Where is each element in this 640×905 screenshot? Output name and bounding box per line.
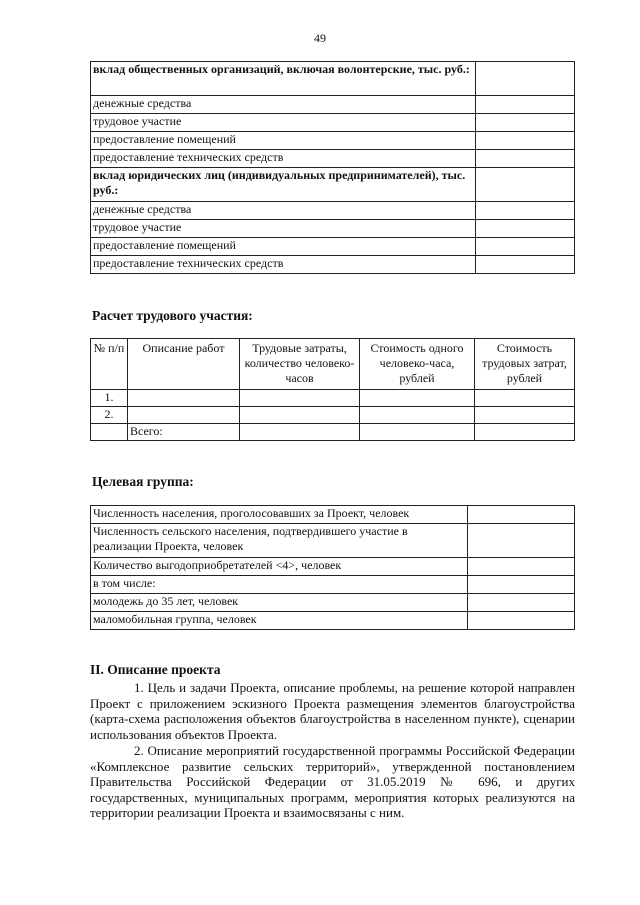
row-label: маломобильная группа, человек	[91, 612, 468, 630]
table-row	[91, 132, 575, 150]
value-cell[interactable]	[468, 612, 575, 630]
row-label: предоставление технических средств	[91, 256, 476, 274]
col-header-total-cost: Стоимость трудовых затрат, рублей	[475, 339, 575, 390]
paragraph-goals: 1. Цель и задачи Проекта, описание проблемы, на решение которой направлен Проект с приложением эскизного Проекта размещения элементов благоустройства (карта-схема расположения объектов благоустройства в населенном пункте), сценарии использования объектов Проекта.	[90, 680, 575, 742]
value-cell[interactable]	[468, 576, 575, 594]
value-cell[interactable]	[476, 114, 575, 132]
table-row	[91, 524, 575, 558]
value-cell[interactable]	[476, 220, 575, 238]
table-row	[91, 256, 575, 274]
col-header-hours: Трудовые затраты, количество человеко-часов	[240, 339, 360, 390]
cell[interactable]	[128, 390, 240, 407]
value-cell[interactable]	[468, 506, 575, 524]
table-row	[91, 506, 575, 524]
value-cell[interactable]	[476, 256, 575, 274]
page-number: 49	[314, 31, 326, 45]
row-number: 1.	[91, 390, 128, 407]
table-row	[91, 150, 575, 168]
row-label: Численность населения, проголосовавших за Проект, человек	[91, 506, 468, 524]
row-number: 2.	[91, 407, 128, 424]
cell[interactable]	[475, 390, 575, 407]
value-cell[interactable]	[476, 150, 575, 168]
table-row	[91, 114, 575, 132]
target-group-table	[90, 505, 575, 630]
table-row	[91, 62, 575, 96]
cell[interactable]	[240, 424, 360, 441]
cell[interactable]	[360, 407, 475, 424]
row-label: денежные средства	[91, 96, 476, 114]
table-row	[91, 238, 575, 256]
row-label: молодежь до 35 лет, человек	[91, 594, 468, 612]
table-row	[91, 390, 575, 407]
value-cell[interactable]	[476, 132, 575, 150]
table-row	[91, 202, 575, 220]
cell[interactable]	[360, 390, 475, 407]
value-cell[interactable]	[476, 62, 575, 96]
cell[interactable]	[240, 407, 360, 424]
col-header-number: № п/п	[91, 339, 128, 390]
table-row	[91, 407, 575, 424]
table-row	[91, 576, 575, 594]
row-label: в том числе:	[91, 576, 468, 594]
row-label: Численность сельского населения, подтвердившего участие в реализации Проекта, человек	[91, 524, 468, 558]
row-label: трудовое участие	[91, 220, 476, 238]
header-row	[91, 339, 575, 390]
contributions-table	[90, 61, 575, 274]
table-row	[91, 220, 575, 238]
labor-heading: Расчет трудового участия:	[92, 308, 253, 323]
total-label: Всего:	[128, 424, 240, 441]
col-header-description: Описание работ	[128, 339, 240, 390]
value-cell[interactable]	[476, 96, 575, 114]
row-label: трудовое участие	[91, 114, 476, 132]
cell[interactable]	[475, 424, 575, 441]
row-label: предоставление помещений	[91, 238, 476, 256]
col-header-hour-cost: Стоимость одного человеко-часа, рублей	[360, 339, 475, 390]
row-label: Количество выгодоприобретателей <4>, человек	[91, 558, 468, 576]
row-label: предоставление помещений	[91, 132, 476, 150]
value-cell[interactable]	[476, 238, 575, 256]
table-row	[91, 558, 575, 576]
table-row	[91, 612, 575, 630]
total-row	[91, 424, 575, 441]
value-cell[interactable]	[468, 524, 575, 558]
row-label: предоставление технических средств	[91, 150, 476, 168]
labor-table	[90, 338, 575, 441]
cell[interactable]	[240, 390, 360, 407]
target-heading: Целевая группа:	[92, 474, 194, 489]
value-cell[interactable]	[476, 168, 575, 202]
cell[interactable]	[128, 407, 240, 424]
paragraph-programs: 2. Описание мероприятий государственной программы Российской Федерации «Комплексное развитие сельских территорий», утвержденной постановлением Правительства Российской Федерации от 31.05.2019 № 696, и других государственных, муниципальных программ, мероприятия которых реализуются на территории реализации Проекта и взаимосвязаны с ним.	[90, 743, 575, 821]
cell	[91, 424, 128, 441]
value-cell[interactable]	[468, 558, 575, 576]
table-row	[91, 594, 575, 612]
value-cell[interactable]	[476, 202, 575, 220]
value-cell[interactable]	[468, 594, 575, 612]
row-label: вклад юридических лиц (индивидуальных предпринимателей), тыс. руб.:	[91, 168, 476, 202]
table-row	[91, 96, 575, 114]
cell[interactable]	[360, 424, 475, 441]
table-row	[91, 168, 575, 202]
cell[interactable]	[475, 407, 575, 424]
row-label: денежные средства	[91, 202, 476, 220]
row-label: вклад общественных организаций, включая волонтерские, тыс. руб.:	[91, 62, 476, 96]
section-heading: II. Описание проекта	[90, 662, 221, 677]
